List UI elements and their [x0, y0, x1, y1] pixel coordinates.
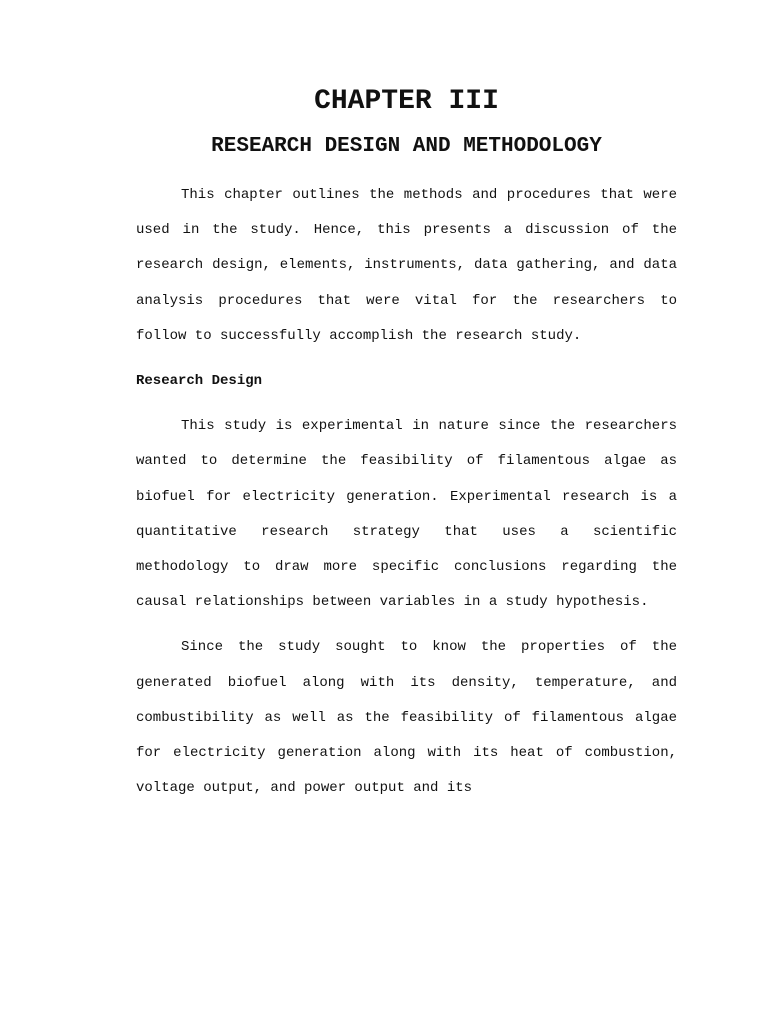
- study-properties-paragraph: Since the study sought to know the properties of the generated biofuel along with its density, temperature, and combustibility as well as the feasibility of filamentous algae for electricity generation along with its heat of combustion, voltage output, and power output and its: [136, 639, 677, 797]
- section-heading-research-design: Research Design: [136, 373, 263, 390]
- intro-paragraph: This chapter outlines the methods and procedures that were used in the study. Hence, this presents a discussion of the research design, elements, instruments, data gathering, and data analysis procedures that were vital for the researchers to follow to successfully accomplish the research study.: [136, 187, 677, 344]
- research-design-paragraph: This study is experimental in nature since the researchers wanted to determine the feasibility of filamentous algae as biofuel for electricity generation. Experimental research is a quantitative research strategy that uses a scientific methodology to draw more specific conclusions regarding the causal relationships between variables in a study hypothesis.: [136, 418, 677, 611]
- page-content: [136, 88, 677, 816]
- chapter-subtitle: RESEARCH DESIGN AND METHODOLOGY: [211, 135, 602, 158]
- chapter-title: CHAPTER III: [314, 86, 499, 117]
